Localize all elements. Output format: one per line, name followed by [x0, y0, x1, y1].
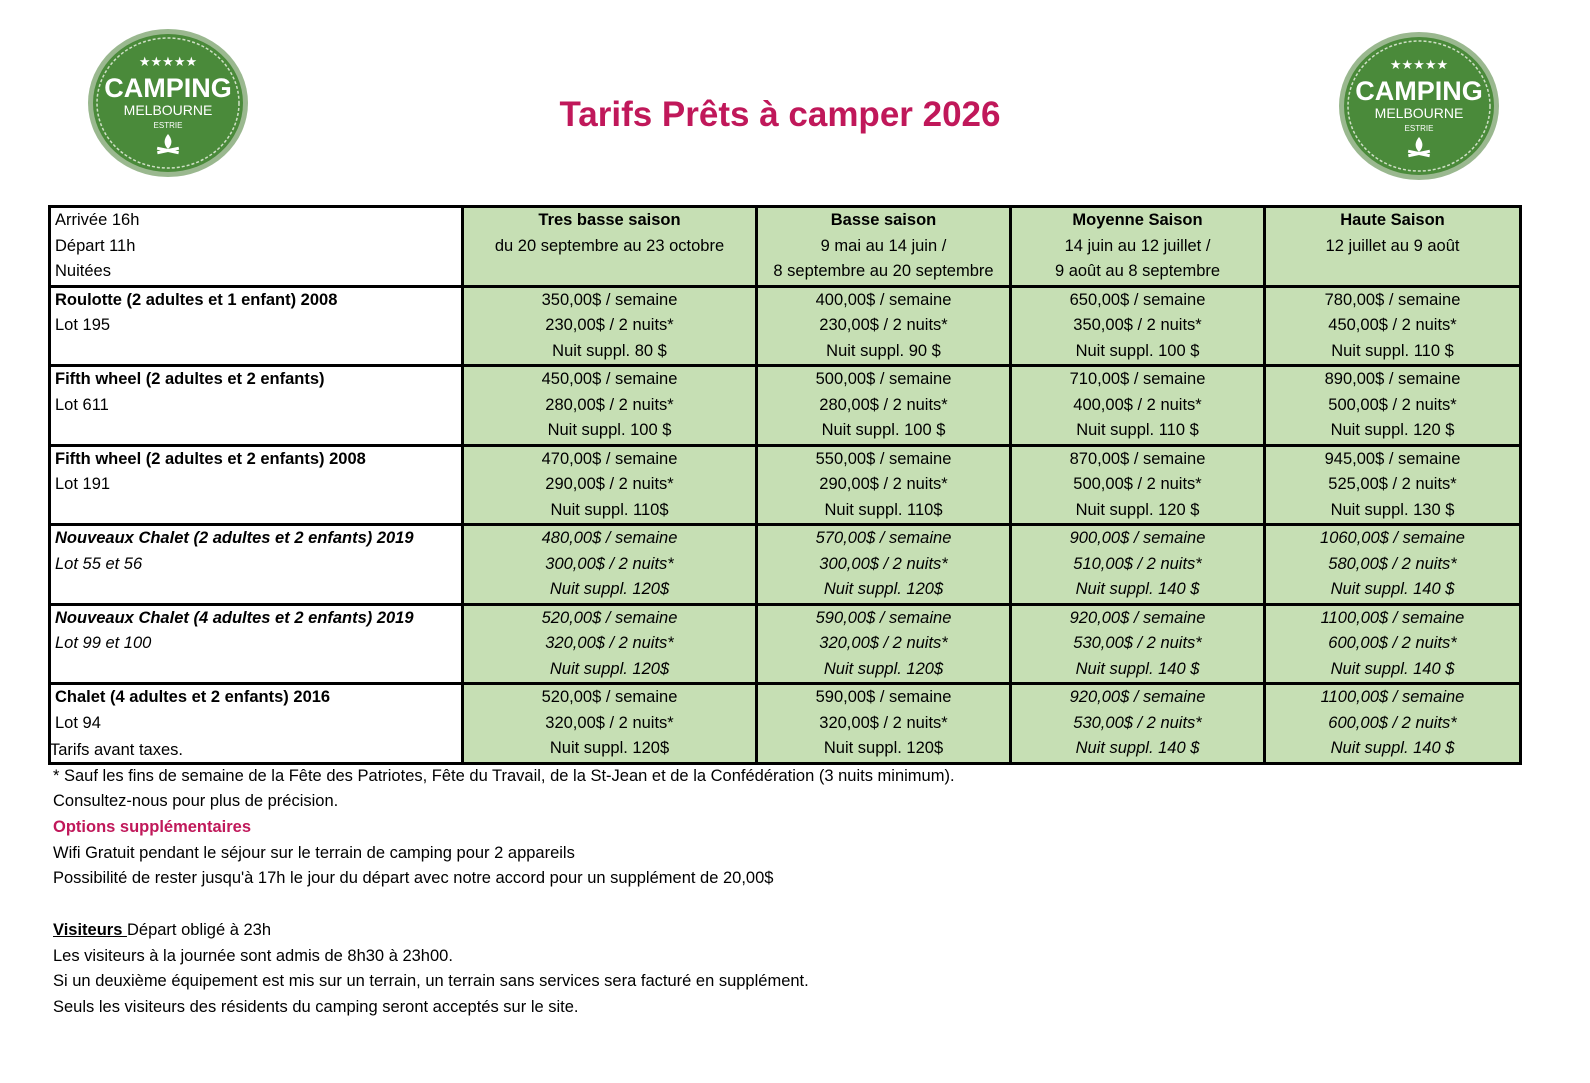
price-cell [1265, 684, 1521, 764]
header-label-cell [50, 207, 463, 287]
season-dates: 9 mai au 14 juin / [820, 236, 947, 255]
accommodation-name: Chalet (4 adultes et 2 enfants) 2016 [55, 688, 331, 706]
extra-night-price: Nuit suppl. 120$ [823, 580, 944, 598]
weekly-price: 590,00$ / semaine [815, 688, 952, 706]
extra-night-price: Nuit suppl. 140 $ [1075, 659, 1200, 678]
extra-night-price: Nuit suppl. 140 $ [1075, 580, 1200, 598]
logo-sub2-text: ESTRIE [1404, 124, 1434, 133]
notes-section [50, 738, 1253, 1021]
season-dates: du 20 septembre au 23 octobre [494, 236, 725, 255]
visitors-title: Visiteurs [53, 920, 127, 939]
season-header [1011, 207, 1265, 287]
accommodation-name: Nouveaux Chalet (2 adultes et 2 enfants) 2019 [55, 529, 414, 547]
weekly-price: 1060,00$ / semaine [1320, 529, 1465, 547]
weekly-price: 920,00$ / semaine [1069, 688, 1206, 706]
accommodation-cell [50, 525, 463, 605]
two-night-price: 320,00$ / 2 nuits* [819, 713, 948, 732]
accommodation-cell [50, 604, 463, 684]
price-cell [1265, 286, 1521, 366]
weekly-price: 590,00$ / semaine [815, 608, 952, 627]
extra-night-price: Nuit suppl. 140 $ [1330, 659, 1455, 678]
price-cell [1265, 445, 1521, 525]
weekly-price: 550,00$ / semaine [815, 449, 952, 468]
price-cell [463, 445, 757, 525]
lot-number: Lot 99 et 100 [55, 634, 152, 652]
price-cell [463, 604, 757, 684]
weekly-price: 450,00$ / semaine [541, 370, 678, 388]
two-night-price: 580,00$ / 2 nuits* [1328, 554, 1457, 573]
two-night-price: 525,00$ / 2 nuits* [1328, 475, 1457, 493]
season-name: Moyenne Saison [1072, 211, 1203, 229]
lot-number: Lot 611 [55, 395, 109, 414]
accommodation-name: Nouveaux Chalet (4 adultes et 2 enfants) 2019 [55, 608, 414, 627]
lot-number: Lot 195 [55, 316, 111, 334]
two-night-price: 350,00$ / 2 nuits* [1073, 316, 1202, 334]
accommodation-cell [50, 366, 463, 446]
extra-night-price: Nuit suppl. 100 $ [1075, 341, 1200, 360]
price-cell [463, 366, 757, 446]
two-night-price: 400,00$ / 2 nuits* [1073, 395, 1202, 414]
accommodation-cell [50, 445, 463, 525]
extra-night-price: Nuit suppl. 120$ [549, 580, 670, 598]
season-header [1265, 207, 1521, 287]
option-item: Possibilité de rester jusqu'à 17h le jour du départ avec notre accord pour un supplément de 20,00$ [53, 869, 774, 888]
price-cell [757, 445, 1011, 525]
table-row [50, 445, 1521, 525]
extra-night-price: Nuit suppl. 120$ [823, 739, 944, 757]
price-cell [1265, 366, 1521, 446]
weekend-note: * Sauf les fins de semaine de la Fête des Patriotes, Fête du Travail, de la St-Jean et de la Confédération (3 nuits minimum). [53, 766, 955, 785]
two-night-price: 290,00$ / 2 nuits* [819, 475, 948, 493]
price-cell [757, 286, 1011, 366]
two-night-price: 230,00$ / 2 nuits* [819, 316, 948, 334]
accommodation-name: Fifth wheel (2 adultes et 2 enfants) 2008 [55, 449, 366, 468]
extra-night-price: Nuit suppl. 120$ [549, 659, 670, 678]
season-dates: 12 juillet au 9 août [1325, 236, 1460, 255]
lot-number: Lot 55 et 56 [55, 554, 143, 573]
extra-night-price: Nuit suppl. 130 $ [1330, 500, 1455, 519]
option-item: Wifi Gratuit pendant le séjour sur le terrain de camping pour 2 appareils [53, 843, 575, 862]
two-night-price: 600,00$ / 2 nuits* [1328, 713, 1457, 732]
price-cell [463, 286, 757, 366]
two-night-price: 300,00$ / 2 nuits* [819, 554, 948, 573]
weekly-price: 710,00$ / semaine [1069, 370, 1206, 388]
nights-label: Nuitées [55, 262, 111, 280]
accommodation-name: Fifth wheel (2 adultes et 2 enfants) [55, 370, 325, 388]
price-cell [757, 366, 1011, 446]
two-night-price: 500,00$ / 2 nuits* [1328, 395, 1457, 414]
extra-night-price: Nuit suppl. 110 $ [1076, 421, 1199, 439]
two-night-price: 320,00$ / 2 nuits* [545, 713, 674, 732]
two-night-price: 600,00$ / 2 nuits* [1328, 634, 1457, 652]
lot-number: Lot 94 [55, 713, 101, 732]
weekly-price: 470,00$ / semaine [541, 449, 678, 468]
extra-night-price: Nuit suppl. 140 $ [1075, 739, 1200, 757]
weekly-price: 945,00$ / semaine [1324, 449, 1461, 468]
logo-sub-text: MELBOURNE [123, 102, 213, 118]
season-dates: 14 juin au 12 juillet / [1064, 236, 1211, 255]
extra-night-price: Nuit suppl. 100 $ [547, 421, 672, 439]
extra-night-price: Nuit suppl. 110$ [824, 500, 943, 519]
weekly-price: 890,00$ / semaine [1324, 370, 1461, 388]
two-night-price: 290,00$ / 2 nuits* [545, 475, 674, 493]
season-dates: 8 septembre au 20 septembre [773, 262, 994, 280]
price-cell [757, 604, 1011, 684]
logo-sub2-text: ESTRIE [153, 121, 183, 130]
table-row [50, 286, 1521, 366]
extra-night-price: Nuit suppl. 100 $ [821, 421, 946, 439]
price-cell [757, 525, 1011, 605]
weekly-price: 780,00$ / semaine [1324, 290, 1461, 309]
weekly-price: 520,00$ / semaine [541, 688, 678, 706]
options-title: Options supplémentaires [53, 818, 252, 837]
logo-stars: ★★★★★ [1389, 58, 1449, 73]
weekly-price: 570,00$ / semaine [815, 529, 952, 547]
extra-night-price: Nuit suppl. 80 $ [552, 341, 667, 360]
logo-stars: ★★★★★ [138, 55, 198, 70]
visitors-subtitle: Départ obligé à 23h [126, 920, 272, 939]
weekly-price: 350,00$ / semaine [541, 290, 678, 309]
season-name: Basse saison [830, 211, 937, 229]
logo-main-text: CAMPING [104, 73, 232, 103]
extra-night-price: Nuit suppl. 120$ [549, 739, 670, 757]
two-night-price: 320,00$ / 2 nuits* [545, 634, 674, 652]
camping-melbourne-logo [87, 28, 249, 178]
season-name: Tres basse saison [538, 211, 681, 229]
price-cell [1011, 604, 1265, 684]
price-cell [1011, 525, 1265, 605]
two-night-price: 530,00$ / 2 nuits* [1073, 713, 1202, 732]
visitor-rule: Les visiteurs à la journée sont admis de 8h30 à 23h00. [53, 946, 453, 965]
two-night-price: 280,00$ / 2 nuits* [545, 395, 674, 414]
logo-sub-text: MELBOURNE [1374, 105, 1464, 121]
visitor-rule: Seuls les visiteurs des résidents du camping seront acceptés sur le site. [53, 997, 579, 1016]
price-cell [1011, 366, 1265, 446]
two-night-price: 320,00$ / 2 nuits* [819, 634, 948, 652]
weekly-price: 1100,00$ / semaine [1320, 688, 1465, 706]
accommodation-name: Roulotte (2 adultes et 1 enfant) 2008 [55, 290, 338, 309]
season-name: Haute Saison [1340, 211, 1445, 229]
two-night-price: 500,00$ / 2 nuits* [1073, 475, 1202, 493]
visitor-rule: Si un deuxième équipement est mis sur un terrain, un terrain sans services sera facturé en supplément. [53, 972, 809, 991]
weekly-price: 500,00$ / semaine [815, 370, 952, 388]
season-dates [464, 259, 755, 285]
two-night-price: 510,00$ / 2 nuits* [1073, 554, 1202, 573]
weekly-price: 400,00$ / semaine [815, 290, 952, 309]
price-cell [1265, 604, 1521, 684]
weekly-price: 480,00$ / semaine [541, 529, 678, 547]
two-night-price: 230,00$ / 2 nuits* [545, 316, 674, 334]
weekly-price: 900,00$ / semaine [1069, 529, 1206, 547]
price-cell [1011, 286, 1265, 366]
lot-number: Lot 191 [55, 475, 111, 493]
logo-main-text: CAMPING [1355, 76, 1483, 106]
season-header [463, 207, 757, 287]
accommodation-cell [50, 286, 463, 366]
two-night-price: 280,00$ / 2 nuits* [819, 395, 948, 414]
weekly-price: 1100,00$ / semaine [1320, 608, 1465, 627]
tax-note: Tarifs avant taxes. [50, 741, 183, 759]
weekly-price: 870,00$ / semaine [1069, 449, 1206, 468]
two-night-price: 530,00$ / 2 nuits* [1073, 634, 1202, 652]
camping-melbourne-logo [1338, 31, 1500, 181]
visitors-heading [53, 918, 1253, 944]
weekly-price: 520,00$ / semaine [541, 608, 678, 627]
page-title: Tarifs Prêts à camper 2026 [559, 95, 1001, 134]
price-cell [463, 525, 757, 605]
price-cell [1265, 525, 1521, 605]
table-row [50, 525, 1521, 605]
table-row [50, 366, 1521, 446]
rates-table [48, 205, 1522, 765]
two-night-price: 300,00$ / 2 nuits* [545, 554, 674, 573]
two-night-price: 450,00$ / 2 nuits* [1328, 316, 1457, 334]
contact-note: Consultez-nous pour plus de précision. [53, 792, 339, 811]
weekly-price: 650,00$ / semaine [1069, 290, 1206, 309]
extra-night-price: Nuit suppl. 140 $ [1330, 739, 1455, 757]
extra-night-price: Nuit suppl. 140 $ [1330, 580, 1455, 598]
season-dates: 9 août au 8 septembre [1054, 262, 1221, 280]
arrival-time: Arrivée 16h [55, 211, 140, 229]
extra-night-price: Nuit suppl. 120$ [823, 659, 944, 678]
extra-night-price: Nuit suppl. 110 $ [1331, 341, 1454, 360]
season-dates [1266, 259, 1519, 285]
extra-night-price: Nuit suppl. 120 $ [1330, 421, 1455, 439]
table-row [50, 604, 1521, 684]
price-cell [1011, 445, 1265, 525]
extra-night-price: Nuit suppl. 110$ [550, 500, 669, 519]
extra-night-price: Nuit suppl. 90 $ [826, 341, 941, 360]
table-header-row [50, 207, 1521, 287]
season-header [757, 207, 1011, 287]
extra-night-price: Nuit suppl. 120 $ [1075, 500, 1200, 519]
weekly-price: 920,00$ / semaine [1069, 608, 1206, 627]
departure-time: Départ 11h [55, 236, 136, 255]
